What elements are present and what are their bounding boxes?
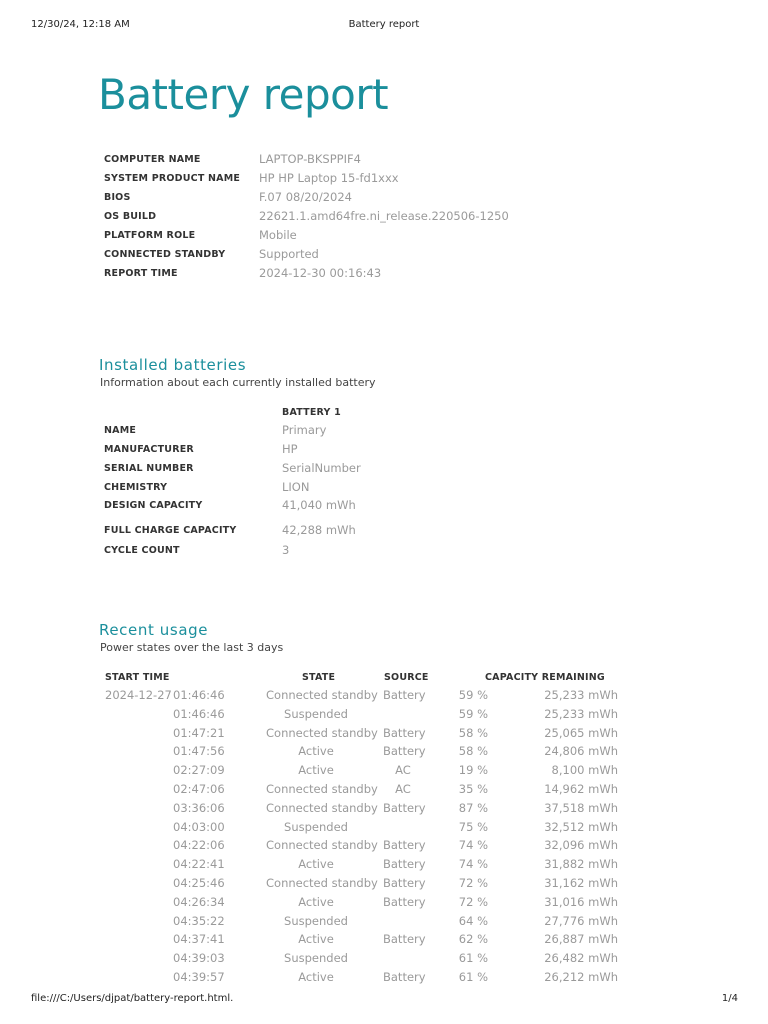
usage-state: Connected standby (266, 800, 378, 815)
usage-capacity: 32,512 mWh (544, 819, 618, 834)
usage-percent: 59 % (458, 688, 488, 702)
usage-state: Connected standby (266, 688, 378, 702)
battery-value: Primary (282, 423, 327, 437)
usage-row (0, 761, 768, 780)
usage-state: Active (298, 894, 334, 909)
start-time-header: START TIME (105, 672, 170, 683)
info-row (104, 188, 704, 207)
info-value: 2024-12-30 00:16:43 (259, 266, 382, 280)
usage-capacity: 26,482 mWh (544, 951, 618, 966)
usage-row (0, 855, 768, 874)
usage-percent: 59 % (458, 706, 488, 721)
usage-state: Suspended (284, 951, 348, 966)
usage-state: Active (298, 763, 334, 778)
usage-percent: 64 % (458, 913, 488, 928)
usage-time: 04:37:41 (173, 932, 225, 947)
battery-label: CHEMISTRY (104, 482, 168, 493)
usage-time: 03:36:06 (173, 800, 225, 815)
usage-time: 01:46:46 (173, 688, 225, 702)
usage-percent: 19 % (458, 763, 488, 778)
info-label: OS BUILD (104, 211, 157, 222)
page-number: 1/4 (721, 993, 738, 1004)
usage-state: Active (298, 744, 334, 759)
usage-source: Battery (383, 688, 426, 702)
info-label: REPORT TIME (104, 268, 178, 279)
info-label: SYSTEM PRODUCT NAME (104, 173, 241, 184)
usage-percent: 74 % (458, 857, 488, 872)
usage-capacity: 31,016 mWh (544, 894, 618, 909)
usage-capacity: 14,962 mWh (544, 781, 618, 796)
usage-percent: 58 % (458, 744, 488, 759)
info-row (104, 169, 704, 188)
battery-row (104, 496, 704, 515)
usage-capacity: 24,806 mWh (544, 744, 618, 759)
usage-percent: 75 % (458, 819, 488, 834)
usage-source: Battery (383, 932, 426, 947)
info-row (104, 264, 704, 283)
battery-column-header: BATTERY 1 (282, 407, 341, 418)
usage-capacity: 8,100 mWh (551, 763, 618, 778)
usage-time: 04:39:57 (173, 969, 225, 984)
battery-label: FULL CHARGE CAPACITY (104, 525, 237, 536)
usage-row (0, 874, 768, 893)
usage-percent: 62 % (458, 932, 488, 947)
info-row (104, 207, 704, 226)
usage-row (0, 742, 768, 761)
usage-time: 04:03:00 (173, 819, 225, 834)
usage-row (0, 912, 768, 931)
usage-source: Battery (383, 875, 426, 890)
print-title: Battery report (348, 19, 420, 30)
info-value: 22621.1.amd64fre.ni_release.220506-1250 (259, 209, 509, 223)
info-value: Mobile (259, 228, 297, 242)
usage-state: Suspended (284, 819, 348, 834)
usage-time: 01:47:21 (173, 725, 225, 740)
info-label: CONNECTED STANDBY (104, 249, 226, 260)
battery-row (104, 521, 704, 540)
usage-percent: 35 % (458, 781, 488, 796)
usage-source: Battery (383, 838, 426, 853)
page-title: Battery report (98, 70, 389, 119)
usage-state: Connected standby (266, 838, 378, 853)
usage-state: Active (298, 932, 334, 947)
battery-row (104, 440, 704, 459)
usage-source: AC (395, 781, 411, 796)
battery-row (104, 459, 704, 478)
usage-source: Battery (383, 969, 426, 984)
battery-value: HP (282, 442, 298, 456)
file-path: file:///C:/Users/djpat/battery-report.html. (31, 993, 234, 1004)
usage-time: 04:22:06 (173, 838, 225, 853)
battery-label: MANUFACTURER (104, 444, 194, 455)
usage-time: 02:47:06 (173, 781, 225, 796)
usage-capacity: 31,162 mWh (544, 875, 618, 890)
usage-capacity: 31,882 mWh (544, 857, 618, 872)
usage-source: Battery (383, 725, 426, 740)
usage-state: Connected standby (266, 875, 378, 890)
usage-time: 04:22:41 (173, 857, 225, 872)
usage-row (0, 949, 768, 968)
battery-value: 3 (282, 543, 290, 557)
usage-source: Battery (383, 744, 426, 759)
usage-percent: 61 % (458, 969, 488, 984)
installed-batteries-subtitle: Information about each currently installed battery (100, 376, 376, 389)
battery-value: 41,040 mWh (282, 498, 356, 512)
usage-row (0, 930, 768, 949)
usage-capacity: 25,065 mWh (544, 725, 618, 740)
usage-state: Active (298, 857, 334, 872)
usage-source: Battery (383, 894, 426, 909)
usage-row (0, 686, 768, 705)
battery-info-table (104, 421, 704, 561)
usage-capacity: 27,776 mWh (544, 913, 618, 928)
recent-usage-table (0, 686, 768, 987)
usage-source: Battery (383, 800, 426, 815)
battery-row (104, 421, 704, 440)
usage-percent: 58 % (458, 725, 488, 740)
usage-capacity: 26,212 mWh (544, 969, 618, 984)
info-label: COMPUTER NAME (104, 154, 201, 165)
installed-batteries-heading: Installed batteries (99, 356, 247, 374)
usage-time: 01:47:56 (173, 744, 225, 759)
info-label: BIOS (104, 192, 131, 203)
info-row (104, 245, 704, 264)
system-info-table (104, 150, 704, 285)
usage-percent: 61 % (458, 951, 488, 966)
print-date: 12/30/24, 12:18 AM (31, 19, 130, 30)
info-value: F.07 08/20/2024 (259, 190, 352, 204)
battery-label: SERIAL NUMBER (104, 463, 194, 474)
usage-row (0, 893, 768, 912)
usage-capacity: 25,233 mWh (544, 706, 618, 721)
usage-row (0, 968, 768, 987)
usage-state: Connected standby (266, 781, 378, 796)
usage-state: Suspended (284, 706, 348, 721)
usage-capacity: 32,096 mWh (544, 838, 618, 853)
usage-state: Suspended (284, 913, 348, 928)
battery-row (104, 541, 704, 560)
usage-source: AC (395, 763, 411, 778)
info-label: PLATFORM ROLE (104, 230, 196, 241)
recent-usage-heading: Recent usage (99, 621, 209, 639)
usage-row (0, 780, 768, 799)
battery-label: CYCLE COUNT (104, 545, 180, 556)
usage-percent: 74 % (458, 838, 488, 853)
usage-date: 2024-12-27 (105, 688, 172, 702)
info-value: HP HP Laptop 15-fd1xxx (259, 171, 399, 185)
battery-value: SerialNumber (282, 461, 361, 475)
usage-time: 04:26:34 (173, 894, 225, 909)
usage-state: Connected standby (266, 725, 378, 740)
usage-row (0, 818, 768, 837)
info-row (104, 226, 704, 245)
usage-source: Battery (383, 857, 426, 872)
usage-time: 04:25:46 (173, 875, 225, 890)
usage-percent: 72 % (458, 875, 488, 890)
usage-row (0, 799, 768, 818)
usage-capacity: 26,887 mWh (544, 932, 618, 947)
usage-percent: 87 % (458, 800, 488, 815)
battery-value: 42,288 mWh (282, 523, 356, 537)
usage-time: 04:35:22 (173, 913, 225, 928)
battery-row (104, 478, 704, 497)
battery-value: LION (282, 480, 310, 494)
state-header: STATE (302, 672, 336, 683)
usage-percent: 72 % (458, 894, 488, 909)
capacity-header: CAPACITY REMAINING (485, 672, 605, 683)
usage-capacity: 25,233 mWh (544, 688, 618, 702)
usage-state: Active (298, 969, 334, 984)
usage-row (0, 705, 768, 724)
usage-time: 01:46:46 (173, 706, 225, 721)
usage-time: 02:27:09 (173, 763, 225, 778)
info-value: LAPTOP-BKSPPIF4 (259, 152, 361, 166)
source-header: SOURCE (384, 672, 429, 683)
usage-row (0, 836, 768, 855)
recent-usage-subtitle: Power states over the last 3 days (100, 641, 284, 654)
usage-capacity: 37,518 mWh (544, 800, 618, 815)
usage-time: 04:39:03 (173, 951, 225, 966)
info-value: Supported (259, 247, 319, 261)
battery-label: NAME (104, 425, 137, 436)
usage-row (0, 724, 768, 743)
battery-label: DESIGN CAPACITY (104, 500, 203, 511)
info-row (104, 150, 704, 169)
